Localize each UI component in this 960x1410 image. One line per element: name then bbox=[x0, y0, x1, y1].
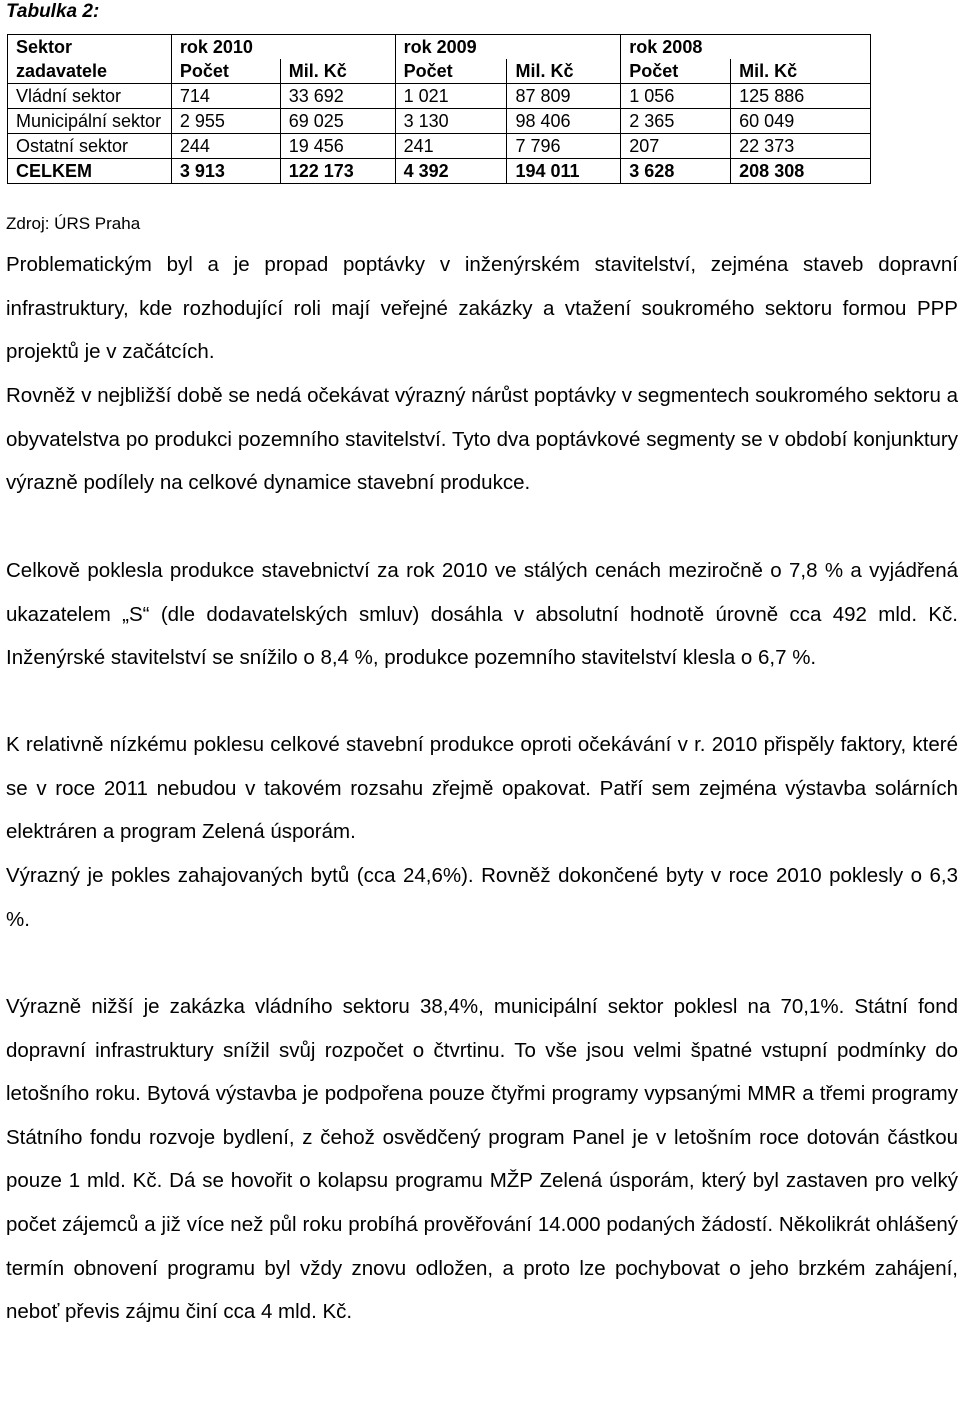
table-cell: 1 056 bbox=[621, 84, 731, 109]
total-cell: 208 308 bbox=[731, 159, 871, 184]
total-cell: 3 628 bbox=[621, 159, 731, 184]
row-sector-label: Municipální sektor bbox=[8, 109, 172, 134]
paragraph-3: Celkově poklesla produkce stavebnictví za rok 2010 ve stálých cenách meziročně o 7,8 % a vyjádřená ukazatelem „S“ (dle dodavatelských smluv) dosáhla v absolutní hodnotě úrovně cca 492 mld. Kč. Inženýrské stavitelství se snížilo o 8,4 %, produkce pozemního stavitelství klesla o 6,7 %. bbox=[6, 559, 958, 670]
table-cell: 714 bbox=[171, 84, 280, 109]
table-cell: 2 365 bbox=[621, 109, 731, 134]
total-cell: 122 173 bbox=[280, 159, 395, 184]
table-subheader-row bbox=[8, 59, 871, 84]
table-cell: 33 692 bbox=[280, 84, 395, 109]
table-caption: Tabulka 2: bbox=[6, 1, 100, 22]
table-cell: 207 bbox=[621, 134, 731, 159]
table-cell: 2 955 bbox=[171, 109, 280, 134]
header-amount: Mil. Kč bbox=[507, 59, 621, 84]
table-row bbox=[8, 84, 871, 109]
total-cell: 194 011 bbox=[507, 159, 621, 184]
paragraph-5: Výrazný je pokles zahajovaných bytů (cca 24,6%). Rovněž dokončené byty v roce 2010 poklesly o 6,3 %. bbox=[6, 864, 958, 931]
header-year-2008: rok 2008 bbox=[621, 35, 871, 60]
table-cell: 98 406 bbox=[507, 109, 621, 134]
row-sector-label: Vládní sektor bbox=[8, 84, 172, 109]
table-source: Zdroj: ÚRS Praha bbox=[6, 214, 141, 233]
table-cell: 1 021 bbox=[395, 84, 507, 109]
total-label: CELKEM bbox=[8, 159, 172, 184]
paragraph-4: K relativně nízkému poklesu celkové stavební produkce oproti očekávání v r. 2010 přispěly faktory, které se v roce 2011 nebudou v takovém rozsahu zřejmě opakovat. Patří sem zejména výstavba solárních elektráren a program Zelená úsporám. bbox=[6, 733, 958, 844]
table-cell: 87 809 bbox=[507, 84, 621, 109]
header-year-2010: rok 2010 bbox=[171, 35, 395, 60]
header-sector-cont: zadavatele bbox=[8, 59, 172, 84]
header-amount: Mil. Kč bbox=[280, 59, 395, 84]
header-amount: Mil. Kč bbox=[731, 59, 871, 84]
header-count: Počet bbox=[171, 59, 280, 84]
header-count: Počet bbox=[621, 59, 731, 84]
paragraph-2: Rovněž v nejbližší době se nedá očekávat výrazný nárůst poptávky v segmentech soukromého sektoru a obyvatelstva po produkci pozemního stavitelství. Tyto dva poptávkové segmenty se v období konjunktury výrazně podílely na celkové dynamice stavební produkce. bbox=[6, 384, 958, 495]
table-cell: 19 456 bbox=[280, 134, 395, 159]
table-row bbox=[8, 109, 871, 134]
table-total-row bbox=[8, 159, 871, 184]
table-cell: 241 bbox=[395, 134, 507, 159]
row-sector-label: Ostatní sektor bbox=[8, 134, 172, 159]
table-cell: 22 373 bbox=[731, 134, 871, 159]
table-cell: 69 025 bbox=[280, 109, 395, 134]
table-row bbox=[8, 134, 871, 159]
total-cell: 4 392 bbox=[395, 159, 507, 184]
header-count: Počet bbox=[395, 59, 507, 84]
table-cell: 60 049 bbox=[731, 109, 871, 134]
paragraph-1: Problematickým byl a je propad poptávky v inženýrském stavitelství, zejména staveb dopravní infrastruktury, kde rozhodující roli mají veřejné zakázky a vtažení soukromého sektoru formou PPP projektů je v začátcích. bbox=[6, 253, 958, 364]
table-cell: 7 796 bbox=[507, 134, 621, 159]
table-cell: 125 886 bbox=[731, 84, 871, 109]
table-header-row bbox=[8, 35, 871, 60]
table-cell: 244 bbox=[171, 134, 280, 159]
paragraph-6: Výrazně nižší je zakázka vládního sektoru 38,4%, municipální sektor poklesl na 70,1%. Státní fond dopravní infrastruktury snížil svůj rozpočet o čtvrtinu. To vše jsou velmi špatné vstupní podmínky do letošního roku. Bytová výstavba je podpořena pouze čtyřmi programy vypsanými MMR a třemi programy Státního fondu rozvoje bydlení, z čehož osvědčený program Panel je v letošním roce dotován částkou pouze 1 mld. Kč. Dá se hovořit o kolapsu programu MŽP Zelená úsporám, který byl zastaven pro velký počet zájemců a již více než půl roku probíhá prověřování 14.000 podaných žádostí. Několikrát ohlášený termín obnovení programu byl vždy znovu odložen, a proto lze pochybovat o jeho brzkém zahájení, neboť převis zájmu činí cca 4 mld. Kč. bbox=[6, 995, 958, 1324]
header-year-2009: rok 2009 bbox=[395, 35, 621, 60]
table-cell: 3 130 bbox=[395, 109, 507, 134]
sector-table bbox=[7, 34, 871, 184]
total-cell: 3 913 bbox=[171, 159, 280, 184]
header-sector: Sektor bbox=[8, 35, 172, 60]
